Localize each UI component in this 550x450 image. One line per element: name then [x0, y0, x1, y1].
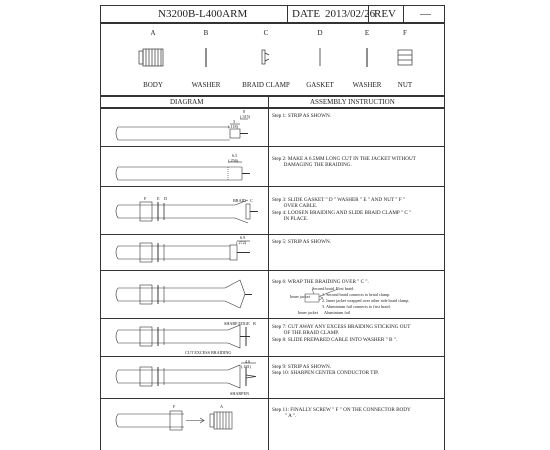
- step-3-label-c: C: [250, 198, 253, 203]
- diagram-heading: DIAGRAM: [170, 98, 204, 106]
- step-11-label-a: A: [220, 404, 224, 409]
- step-5-cable-drawing: [116, 241, 250, 262]
- step-1-dim-3: 3: [233, 119, 236, 124]
- step-3-label-d: D: [164, 196, 168, 201]
- step-7-cable-drawing: [116, 325, 250, 348]
- label-inner-jacket: Inner jacket: [290, 294, 310, 299]
- legend-2: 2. Inner jacket wrapped over other side braid clamp.: [322, 298, 410, 303]
- label-second-braid: Second braid: [312, 286, 334, 291]
- step-5-dim: 6.9: [240, 235, 246, 240]
- step-3-label-e: E: [157, 196, 160, 201]
- part-name-body: BODY: [143, 81, 163, 89]
- date-value: 2013/02/26: [325, 8, 376, 20]
- part-name-nut: NUT: [397, 81, 413, 89]
- step-6-text: Step 6: WRAP THE BRAIDING OVER " C ".: [272, 279, 369, 285]
- assembly-sheet: [100, 0, 445, 450]
- part-number: N3200B-L400ARM: [158, 8, 248, 20]
- step-1-dim-8-in: (.315): [240, 114, 251, 119]
- part-letter-d: D: [317, 29, 323, 37]
- step-3-label-braid: BRAID: [233, 198, 247, 203]
- legend-1: 1. Second braid connects to braid clamp.: [322, 292, 391, 297]
- step-7-label-b: B: [253, 321, 256, 326]
- step-5-dim-in: (.272): [236, 240, 247, 245]
- step-1-cable-drawing: [116, 119, 248, 140]
- step-5-text: Step 5: STRIP AS SHOWN.: [272, 239, 332, 245]
- step-2-text: Step 2: MAKE A 6.5MM LONG CUT IN THE JACKET WITHOUT DAMAGING THE BRAIDING.: [272, 156, 416, 169]
- step-10-label-sharpen: SHARPEN: [230, 391, 250, 396]
- step-2-dim: 6.5: [232, 153, 238, 158]
- part-letter-c: C: [263, 29, 269, 37]
- step-2-dim-in: (.256): [228, 158, 239, 163]
- step-3-label-f: F: [144, 196, 147, 201]
- label-aluminium-foil: Aluminium foil: [324, 310, 351, 315]
- part-name-gasket: GASKET: [306, 81, 334, 89]
- label-first-braid: First braid: [336, 286, 354, 291]
- diagram-column: [100, 0, 268, 450]
- part-letter-e: E: [364, 29, 370, 37]
- step-7-label-cut-excess: CUT EXCESS BRAIDING: [185, 350, 232, 355]
- part-name-washer: WASHER: [191, 81, 221, 89]
- step-7-label-sharp-edge: SHARP EDGE: [224, 321, 250, 326]
- step-9-10-text: Step 9: STRIP AS SHOWN. Step 10: SHARPEN CENTER CONDUCTOR TIP.: [272, 364, 379, 377]
- part-letter-f: F: [403, 29, 407, 37]
- step-2-cable-drawing: [116, 162, 250, 180]
- rev-value: —: [420, 8, 431, 20]
- step-9-cable-drawing: [116, 363, 256, 388]
- step-9-dim: 4.6: [245, 359, 251, 364]
- rev-label: REV: [374, 8, 396, 20]
- part-name-washer-e: WASHER: [352, 81, 382, 89]
- step-1-dim-8: 8: [243, 109, 246, 114]
- date-label: DATE: [292, 8, 321, 20]
- step-3-cable-drawing: [116, 200, 258, 223]
- part-name-braid-clamp: BRAID CLAMP: [242, 81, 290, 89]
- label-inner-jacket-2: Inner jacket: [298, 310, 318, 315]
- step-7-8-text: Step 7: CUT AWAY ANY EXCESS BRAIDING STICKING OUT OF THE BRAID CLAMP. Step 8: SLIDE PREPARED CABLE INTO WASHER " B ".: [272, 324, 411, 343]
- step-11-label-f: F: [173, 404, 176, 409]
- step-9-dim-in: (.181): [241, 364, 252, 369]
- step-1-text: Step 1: STRIP AS SHOWN.: [272, 113, 332, 119]
- part-letter-a: A: [150, 29, 156, 37]
- step-1-dim-3-in: (.118): [228, 124, 238, 129]
- instruction-heading: ASSEMBLY INSTRUCTION: [310, 98, 395, 106]
- step-11-text: Step 11: FINALLY SCREW " F " ON THE CONNECTOR BODY " A ".: [272, 407, 411, 420]
- legend-3: 3. Aluminium foil connects to first braid.: [322, 304, 391, 309]
- step-6-cable-drawing: [116, 280, 252, 308]
- step-11-assembly-drawing: [116, 411, 232, 430]
- step-3-4-text: Step 3: SLIDE GASKET " D " WASHER " E " AND NUT " F " OVER CABLE. Step 4: LOOSEN BRAIDING AND SLIDE BRAID CLAMP " C " IN PLACE.: [272, 197, 412, 223]
- part-letter-b: B: [203, 29, 209, 37]
